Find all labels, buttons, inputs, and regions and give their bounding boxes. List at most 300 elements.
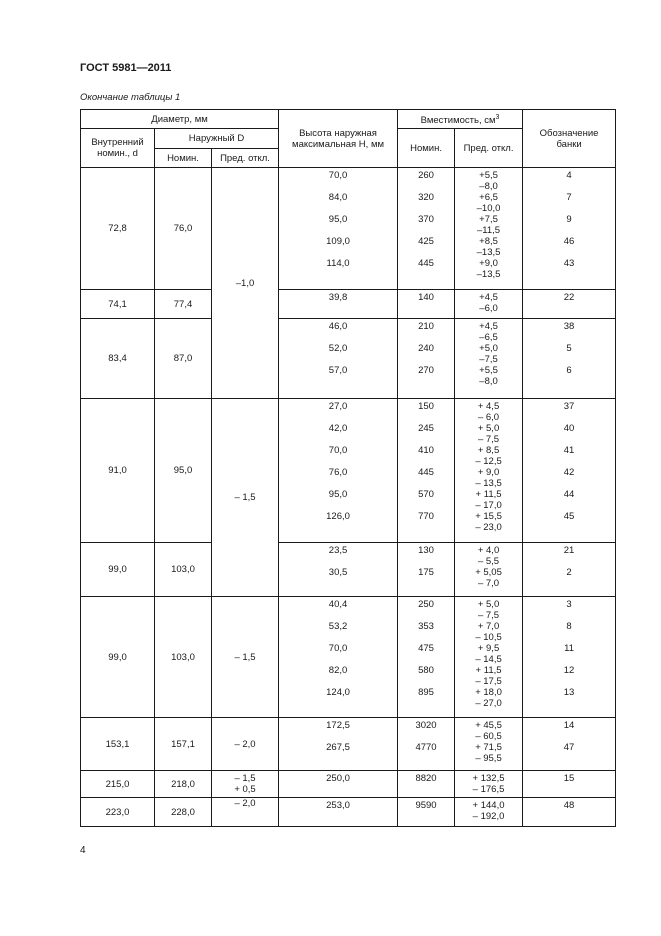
- sub-row: [279, 445, 397, 467]
- capacity-deviation-value-cell: [455, 399, 523, 543]
- capacity-minus-value: –6,5: [479, 332, 498, 343]
- capacity-plus-value: + 4,5: [477, 401, 500, 412]
- capacity-nominal-value-cell: [398, 597, 455, 718]
- capacity-minus-value: – 192,0: [472, 811, 505, 822]
- sub-row: [523, 258, 615, 280]
- designation-value: 43: [563, 258, 575, 269]
- sub-row: [455, 621, 522, 643]
- sub-row: [279, 168, 397, 192]
- sub-row: [279, 511, 397, 533]
- capacity-deviation-value-cell: [455, 718, 523, 771]
- height-value-cell: [279, 543, 398, 597]
- capacity-nominal-value-cell: [398, 771, 455, 798]
- header-outer-deviation: Пред. откл.: [212, 149, 279, 168]
- sub-row: [279, 236, 397, 258]
- capacity-deviation-pair: [477, 258, 501, 280]
- capacity-plus-value: +9,0: [479, 258, 498, 269]
- designation-value: 14: [563, 720, 575, 731]
- sub-row: [455, 423, 522, 445]
- table-row: [81, 319, 616, 399]
- outer-deviation-values: [212, 798, 278, 809]
- capacity-deviation-pair: [477, 214, 500, 236]
- outer-diameter-cell: 95,0: [155, 399, 212, 543]
- capacity-deviation-pair: [479, 292, 498, 314]
- header-capacity-deviation: Пред. откл.: [455, 129, 523, 168]
- sub-row: [279, 543, 397, 567]
- sub-row: [523, 365, 615, 387]
- sub-row: [455, 543, 522, 567]
- capacity-minus-value: – 5,5: [477, 556, 500, 567]
- designation-value-cell: [523, 597, 616, 718]
- designation-value: 48: [563, 800, 575, 811]
- capacity-nominal-value-cell: [398, 168, 455, 290]
- capacity-minus-value: –8,0: [479, 181, 498, 192]
- outer-deviation-cell: [212, 771, 279, 798]
- capacity-plus-value: + 11,5: [475, 489, 502, 500]
- capacity-minus-value: – 6,0: [477, 412, 500, 423]
- designation-value: 12: [563, 665, 575, 676]
- outer-diameter-cell: 87,0: [155, 319, 212, 399]
- designation-value: 42: [563, 467, 575, 478]
- capacity-plus-value: + 9,0: [477, 467, 500, 478]
- height-value-cell: [279, 771, 398, 798]
- sub-row: [279, 567, 397, 589]
- capacity-nominal-value: 270: [418, 365, 434, 376]
- outer-diameter-cell: 103,0: [155, 597, 212, 718]
- outer-deviation-cell: [212, 798, 279, 827]
- capacity-nominal-value: 9590: [415, 800, 437, 811]
- capacity-deviation-value-cell: [455, 319, 523, 399]
- sub-row: [398, 365, 454, 387]
- sub-row: [523, 798, 615, 822]
- table-row: [81, 798, 616, 827]
- designation-value: 4: [566, 170, 572, 181]
- height-value: 250,0: [326, 773, 350, 784]
- sub-row: [398, 742, 454, 764]
- header-outer-nominal: Номин.: [155, 149, 212, 168]
- designation-value-stack: [523, 290, 615, 314]
- height-value: 42,0: [328, 423, 348, 434]
- capacity-deviation-pair: [475, 445, 501, 467]
- header-inner-diameter: Внутренний номин., d: [81, 129, 155, 168]
- sub-row: [398, 467, 454, 489]
- sub-row: [455, 798, 522, 822]
- outer-deviation-values: [212, 652, 278, 663]
- capacity-nominal-value-cell: [398, 290, 455, 319]
- capacity-nominal-value: 150: [418, 401, 434, 412]
- height-value: 40,4: [328, 599, 348, 610]
- outer-deviation-values: [212, 773, 278, 795]
- designation-value-stack: [523, 543, 615, 589]
- capacity-nominal-value: 445: [418, 258, 434, 269]
- designation-value: 38: [563, 321, 575, 332]
- sub-row: [455, 665, 522, 687]
- capacity-deviation-value-stack: [455, 290, 522, 314]
- capacity-plus-value: + 132,5: [472, 773, 505, 784]
- sub-row: [523, 543, 615, 567]
- capacity-unit-sup: 3: [495, 113, 500, 121]
- table-row: [81, 597, 616, 718]
- table-row: [81, 399, 616, 543]
- capacity-deviation-pair: [475, 621, 501, 643]
- outer-diameter-cell: 76,0: [155, 168, 212, 290]
- capacity-deviation-value-stack: [455, 319, 522, 387]
- sub-row: [523, 214, 615, 236]
- capacity-nominal-value-stack: [398, 319, 454, 387]
- capacity-nominal-value: 410: [418, 445, 434, 456]
- capacity-deviation-pair: [475, 511, 502, 533]
- table-caption: Окончание таблицы 1: [80, 92, 181, 103]
- sub-row: [455, 567, 522, 589]
- capacity-deviation-pair: [475, 643, 501, 665]
- sub-row: [523, 621, 615, 643]
- capacity-plus-value: +6,5: [479, 192, 498, 203]
- designation-value: 5: [566, 343, 572, 354]
- outer-diameter-cell: 157,1: [155, 718, 212, 771]
- height-value-cell: [279, 399, 398, 543]
- capacity-deviation-pair: [475, 687, 502, 709]
- sub-row: [455, 742, 522, 764]
- capacity-nominal-value-stack: [398, 597, 454, 709]
- height-value: 30,5: [328, 567, 348, 578]
- table-row: [81, 543, 616, 597]
- capacity-plus-value: +4,5: [479, 321, 498, 332]
- capacity-minus-value: – 7,0: [477, 578, 500, 589]
- sub-row: [398, 192, 454, 214]
- capacity-deviation-pair: [473, 773, 505, 795]
- sub-row: [279, 258, 397, 280]
- capacity-deviation-pair: [478, 401, 499, 423]
- height-value: 172,5: [326, 720, 350, 731]
- outer-deviation-value-2: + 0,5: [234, 784, 256, 795]
- capacity-nominal-value-cell: [398, 798, 455, 827]
- designation-value-cell: [523, 771, 616, 798]
- sub-row: [398, 798, 454, 822]
- inner-diameter-cell: 99,0: [81, 543, 155, 597]
- sub-row: [455, 597, 522, 621]
- capacity-nominal-value: 570: [418, 489, 434, 500]
- capacity-nominal-value: 260: [418, 170, 434, 181]
- capacity-plus-value: + 4,0: [477, 545, 500, 556]
- sub-row: [279, 771, 397, 795]
- sub-row: [523, 290, 615, 314]
- capacity-deviation-pair: [478, 545, 499, 567]
- capacity-nominal-value-stack: [398, 771, 454, 795]
- sub-row: [279, 718, 397, 742]
- sub-row: [398, 643, 454, 665]
- height-value-cell: [279, 290, 398, 319]
- height-value-cell: [279, 798, 398, 827]
- height-value: 114,0: [326, 258, 350, 269]
- designation-value: 44: [563, 489, 575, 500]
- height-value: 39,8: [328, 292, 348, 303]
- sub-row: [398, 236, 454, 258]
- sub-row: [523, 643, 615, 665]
- outer-deviation-cell: – 1,5: [212, 399, 279, 597]
- inner-diameter-cell: 72,8: [81, 168, 155, 290]
- height-value: 57,0: [328, 365, 348, 376]
- capacity-plus-value: +5,5: [479, 365, 498, 376]
- sub-row: [455, 236, 522, 258]
- sub-row: [523, 718, 615, 742]
- capacity-plus-value: + 5,0: [477, 599, 500, 610]
- sub-row: [455, 489, 522, 511]
- capacity-deviation-value-cell: [455, 168, 523, 290]
- height-value: 52,0: [328, 343, 348, 354]
- capacity-plus-value: + 45,5: [475, 720, 502, 731]
- designation-value: 45: [563, 511, 575, 522]
- capacity-nominal-value: 580: [418, 665, 434, 676]
- sub-row: [398, 718, 454, 742]
- height-value: 253,0: [326, 800, 350, 811]
- capacity-deviation-pair: [475, 489, 501, 511]
- capacity-minus-value: –11,5: [477, 225, 501, 236]
- capacity-minus-value: – 60,5: [475, 731, 502, 742]
- sub-row: [523, 665, 615, 687]
- designation-value: 40: [563, 423, 575, 434]
- capacity-nominal-value-stack: [398, 543, 454, 589]
- sub-row: [455, 643, 522, 665]
- sub-row: [523, 423, 615, 445]
- sub-row: [398, 567, 454, 589]
- sub-row: [455, 771, 522, 795]
- sub-row: [279, 343, 397, 365]
- capacity-nominal-value: 245: [418, 423, 434, 434]
- sub-row: [455, 365, 522, 387]
- capacity-deviation-pair: [477, 236, 501, 258]
- designation-value-stack: [523, 597, 615, 709]
- height-value-stack: [279, 597, 397, 709]
- capacity-deviation-pair: [475, 665, 501, 687]
- sub-row: [279, 423, 397, 445]
- designation-value: 13: [563, 687, 575, 698]
- sub-row: [455, 511, 522, 533]
- sub-row: [279, 597, 397, 621]
- sub-row: [455, 718, 522, 742]
- capacity-minus-value: – 176,5: [472, 784, 505, 795]
- capacity-deviation-pair: [473, 800, 505, 822]
- capacity-deviation-pair: [475, 742, 502, 764]
- sub-row: [523, 771, 615, 795]
- sub-row: [455, 258, 522, 280]
- capacity-deviation-pair: [475, 467, 501, 489]
- capacity-deviation-pair: [477, 192, 501, 214]
- designation-value: 11: [564, 643, 574, 654]
- outer-diameter-cell: 218,0: [155, 771, 212, 798]
- sub-row: [279, 467, 397, 489]
- sub-row: [279, 192, 397, 214]
- outer-deviation-values: [212, 739, 278, 750]
- designation-value: 46: [563, 236, 575, 247]
- capacity-deviation-value-stack: [455, 798, 522, 822]
- height-value: 82,0: [328, 665, 348, 676]
- sub-row: [523, 489, 615, 511]
- capacity-nominal-value: 425: [418, 236, 434, 247]
- outer-deviation-value: – 2,0: [234, 738, 256, 750]
- capacity-nominal-value: 250: [418, 599, 434, 610]
- capacity-minus-value: –13,5: [476, 247, 501, 258]
- capacity-minus-value: – 10,5: [475, 632, 502, 643]
- height-value: 126,0: [326, 511, 350, 522]
- sub-row: [398, 511, 454, 533]
- height-value-stack: [279, 771, 397, 795]
- sub-row: [279, 798, 397, 822]
- sub-row: [523, 687, 615, 709]
- height-value: 95,0: [328, 214, 348, 225]
- sub-row: [455, 214, 522, 236]
- designation-value: 15: [563, 773, 575, 784]
- sub-row: [279, 643, 397, 665]
- sub-row: [398, 168, 454, 192]
- outer-deviation-value: – 1,5: [234, 773, 256, 784]
- height-value-cell: [279, 319, 398, 399]
- designation-value-cell: [523, 543, 616, 597]
- capacity-nominal-value: 4770: [415, 742, 437, 753]
- sub-row: [523, 511, 615, 533]
- designation-value-cell: [523, 798, 616, 827]
- height-value: 70,0: [328, 445, 348, 456]
- capacity-minus-value: –13,5: [476, 269, 501, 280]
- height-value-stack: [279, 168, 397, 280]
- designation-value-cell: [523, 290, 616, 319]
- sub-row: [455, 445, 522, 467]
- sub-row: [523, 445, 615, 467]
- sub-row: [279, 319, 397, 343]
- capacity-plus-value: +4,5: [479, 292, 498, 303]
- sub-row: [523, 192, 615, 214]
- height-value: 124,0: [326, 687, 350, 698]
- sub-row: [279, 290, 397, 314]
- sub-row: [279, 214, 397, 236]
- outer-deviation-cell: [212, 597, 279, 718]
- table-body: [81, 168, 616, 827]
- table-row: [81, 718, 616, 771]
- capacity-deviation-value-stack: [455, 597, 522, 709]
- height-value-stack: [279, 399, 397, 533]
- sub-row: [398, 319, 454, 343]
- sub-row: [279, 665, 397, 687]
- sub-row: [523, 236, 615, 258]
- capacity-minus-value: – 17,0: [475, 500, 502, 511]
- sub-row: [398, 423, 454, 445]
- outer-deviation-value: – 1,5: [234, 651, 256, 663]
- sub-row: [455, 290, 522, 314]
- capacity-plus-value: +8,5: [479, 236, 498, 247]
- capacity-nominal-value-stack: [398, 399, 454, 533]
- outer-diameter-cell: 103,0: [155, 543, 212, 597]
- designation-value: 9: [566, 214, 572, 225]
- sub-row: [455, 467, 522, 489]
- capacity-plus-value: + 5,05: [475, 567, 502, 578]
- header-designation: Обозначение банки: [523, 110, 616, 168]
- capacity-nominal-value: 130: [418, 545, 434, 556]
- height-value: 70,0: [328, 170, 348, 181]
- designation-value-cell: [523, 319, 616, 399]
- sub-row: [523, 168, 615, 192]
- capacity-deviation-value-cell: [455, 597, 523, 718]
- capacity-nominal-value: 8820: [415, 773, 437, 784]
- sub-row: [398, 445, 454, 467]
- capacity-deviation-value-cell: [455, 543, 523, 597]
- capacity-nominal-value-stack: [398, 718, 454, 764]
- height-value-stack: [279, 798, 397, 822]
- capacity-deviation-value-stack: [455, 771, 522, 795]
- sub-row: [455, 399, 522, 423]
- capacity-deviation-value-stack: [455, 718, 522, 764]
- capacity-deviation-value-stack: [455, 399, 522, 533]
- capacity-nominal-value-cell: [398, 718, 455, 771]
- capacity-deviation-value-cell: [455, 798, 523, 827]
- designation-value: 7: [566, 192, 572, 203]
- capacity-deviation-pair: [475, 720, 502, 742]
- sub-row: [455, 343, 522, 365]
- capacity-nominal-value: 175: [418, 567, 434, 578]
- height-value: 84,0: [328, 192, 348, 203]
- sub-row: [398, 543, 454, 567]
- sub-row: [523, 597, 615, 621]
- capacity-deviation-value-cell: [455, 771, 523, 798]
- table-row: [81, 290, 616, 319]
- sub-row: [398, 597, 454, 621]
- header-height: Высота наружная максимальная H, мм: [279, 110, 398, 168]
- designation-value: 3: [566, 599, 572, 610]
- sub-row: [523, 742, 615, 764]
- height-value-stack: [279, 290, 397, 314]
- capacity-plus-value: + 5,0: [477, 423, 500, 434]
- page-number: 4: [80, 845, 86, 856]
- header-capacity: Вместимость, $см^3$: [398, 110, 523, 129]
- outer-deviation-value: – 2,0: [234, 798, 256, 809]
- capacity-minus-value: – 13,5: [475, 478, 502, 489]
- capacity-nominal-value-cell: [398, 543, 455, 597]
- height-value-stack: [279, 543, 397, 589]
- capacity-plus-value: + 7,0: [477, 621, 500, 632]
- designation-value: 22: [563, 292, 575, 303]
- capacity-plus-value: + 15,5: [475, 511, 502, 522]
- capacity-nominal-value: 210: [418, 321, 434, 332]
- sub-row: [279, 621, 397, 643]
- designation-value-cell: [523, 168, 616, 290]
- table-row: [81, 771, 616, 798]
- sub-row: [398, 621, 454, 643]
- designation-value-stack: [523, 771, 615, 795]
- designation-value: 37: [563, 401, 575, 412]
- header-capacity-nominal: Номин.: [398, 129, 455, 168]
- height-value-stack: [279, 718, 397, 764]
- designation-value-stack: [523, 718, 615, 764]
- capacity-nominal-value: 770: [418, 511, 434, 522]
- capacity-deviation-pair: [479, 343, 498, 365]
- sub-row: [398, 489, 454, 511]
- capacity-plus-value: + 18,0: [475, 687, 502, 698]
- sub-row: [398, 343, 454, 365]
- sub-row: [279, 742, 397, 764]
- capacity-deviation-pair: [478, 423, 499, 445]
- height-value: 109,0: [326, 236, 350, 247]
- capacity-deviation-pair: [479, 170, 498, 192]
- capacity-minus-value: – 17,5: [475, 676, 502, 687]
- inner-diameter-cell: 91,0: [81, 399, 155, 543]
- sub-row: [398, 665, 454, 687]
- height-value-cell: [279, 168, 398, 290]
- designation-value: 8: [566, 621, 572, 632]
- designation-value: 47: [563, 742, 575, 753]
- capacity-nominal-value-cell: [398, 319, 455, 399]
- capacity-deviation-value-stack: [455, 168, 522, 280]
- capacity-minus-value: – 95,5: [475, 753, 502, 764]
- sub-row: [455, 168, 522, 192]
- document-header: ГОСТ 5981—2011: [80, 62, 172, 74]
